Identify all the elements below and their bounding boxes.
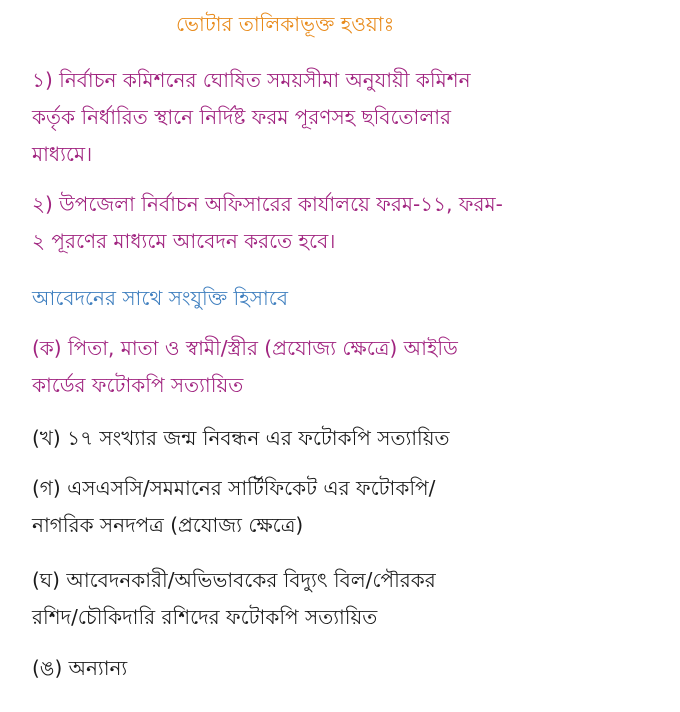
attachment-item-kha: [32, 420, 662, 457]
attachment-item-ga-line-1: (গ) এসএসসি/সমমানের সার্টিফিকেট এর ফটোকপি/: [32, 476, 436, 500]
attachments-subheading-text: আবেদনের সাথে সংযুক্তি হিসাবে: [32, 286, 288, 310]
attachments-subheading: [32, 280, 662, 317]
paragraph-1-line-2: কর্তৃক নির্ধারিত স্থানে নির্দিষ্ট ফরম পূরণসহ ছবিতোলার: [32, 105, 452, 129]
paragraph-1-line-1: ১) নির্বাচন কমিশনের ঘোষিত সময়সীমা অনুযায়ী কমিশন: [32, 68, 471, 92]
page-title: ভোটার তালিকাভূক্ত হওয়াঃ: [176, 12, 395, 36]
attachment-item-gha-line-2: রশিদ/চৌকিদারি রশিদের ফটোকপি সত্যায়িত: [32, 605, 378, 629]
paragraph-1-line-3: মাধ্যমে।: [32, 142, 93, 166]
attachment-item-umo-line-1: (ঙ) অন্যান্য: [32, 656, 128, 680]
attachment-item-umo: [32, 650, 662, 687]
attachment-item-ka: [32, 330, 662, 404]
attachment-item-ga-line-2: নাগরিক সনদপত্র (প্রযোজ্য ক্ষেত্রে): [32, 513, 304, 537]
paragraph-2-line-2: ২ পূরণের মাধ্যমে আবেদন করতে হবে।: [32, 229, 336, 253]
attachment-item-ka-line-2: কার্ডের ফটোকপি সত্যায়িত: [32, 373, 244, 397]
attachment-item-ga: [32, 470, 662, 544]
attachment-item-ka-line-1: (ক) পিতা, মাতা ও স্বামী/স্ত্রীর (প্রযোজ্য ক্ষেত্রে) আইডি: [32, 336, 458, 360]
paragraph-2: [32, 186, 662, 260]
attachment-item-gha: [32, 562, 662, 636]
paragraph-1: [32, 62, 662, 173]
paragraph-2-line-1: ২) উপজেলা নির্বাচন অফিসারের কার্যালয়ে ফরম-১১, ফরম-: [32, 192, 503, 216]
attachment-item-gha-line-1: (ঘ) আবেদনকারী/অভিভাবকের বিদ্যুৎ বিল/পৌরকর: [32, 568, 436, 592]
attachment-item-kha-line-1: (খ) ১৭ সংখ্যার জন্ম নিবন্ধন এর ফটোকপি সত্যায়িত: [32, 426, 450, 450]
